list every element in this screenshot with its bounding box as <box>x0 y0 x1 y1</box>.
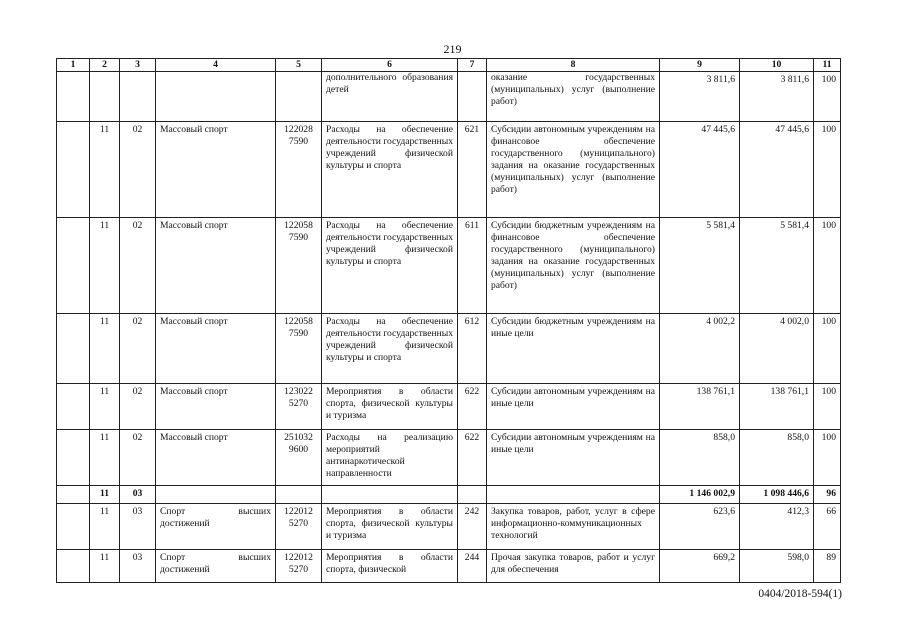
cell-purpose: дополнительного образования детей <box>322 72 458 122</box>
cell-percent: 100 <box>814 72 841 122</box>
cell-section: 11 <box>90 218 120 314</box>
cell-name: Спорт высших достижений <box>156 550 276 583</box>
cell-empty <box>57 314 90 384</box>
cell-empty <box>57 384 90 430</box>
cell-expense-type: 612 <box>458 314 487 384</box>
cell-purpose: Мероприятия в области спорта, физической культуры и туризма <box>322 504 458 550</box>
cell-expense-name: Субсидии автономным учреждениям на иные цели <box>487 384 660 430</box>
page-number: 219 <box>443 42 462 56</box>
col-header-1: 1 <box>57 59 90 72</box>
cell-target-code: 122012 5270 <box>276 550 322 583</box>
budget-table <box>56 58 841 583</box>
cell-section: 11 <box>90 486 120 504</box>
cell-target-code: 251032 9600 <box>276 430 322 486</box>
cell-section: 11 <box>90 314 120 384</box>
cell-planned: 3 811,6 <box>660 72 740 122</box>
cell-section: 11 <box>90 430 120 486</box>
cell-target-code: 122058 7590 <box>276 314 322 384</box>
cell-expense-type <box>458 72 487 122</box>
cell-expense-name: Закупка товаров, работ, услуг в сфере информационно-коммуникационных технологий <box>487 504 660 550</box>
cell-section <box>90 72 120 122</box>
cell-actual: 1 098 446,6 <box>740 486 814 504</box>
cell-purpose: Расходы на обеспечение деятельности государственных учреждений физической культуры и спорта <box>322 314 458 384</box>
cell-subsection <box>120 72 156 122</box>
cell-name: Спорт высших достижений <box>156 504 276 550</box>
cell-empty <box>57 430 90 486</box>
cell-purpose: Мероприятия в области спорта, физической культуры и туризма <box>322 384 458 430</box>
col-header-11: 11 <box>814 59 841 72</box>
table-row <box>57 550 841 583</box>
cell-subsection: 02 <box>120 430 156 486</box>
cell-expense-name <box>487 486 660 504</box>
cell-target-code <box>276 72 322 122</box>
cell-target-code: 123022 5270 <box>276 384 322 430</box>
cell-percent: 89 <box>814 550 841 583</box>
cell-expense-type: 242 <box>458 504 487 550</box>
cell-name: Массовый спорт <box>156 430 276 486</box>
cell-expense-type: 621 <box>458 122 487 218</box>
cell-percent: 100 <box>814 218 841 314</box>
col-header-8: 8 <box>487 59 660 72</box>
cell-subsection: 03 <box>120 504 156 550</box>
cell-expense-type: 611 <box>458 218 487 314</box>
cell-actual: 47 445,6 <box>740 122 814 218</box>
cell-subsection: 02 <box>120 122 156 218</box>
col-header-3: 3 <box>120 59 156 72</box>
cell-expense-name: оказание государственных (муниципальных) услуг (выполнение работ) <box>487 72 660 122</box>
cell-subsection: 02 <box>120 384 156 430</box>
cell-planned: 858,0 <box>660 430 740 486</box>
col-header-9: 9 <box>660 59 740 72</box>
cell-planned: 669,2 <box>660 550 740 583</box>
table-row <box>57 72 841 122</box>
cell-percent: 100 <box>814 384 841 430</box>
cell-subsection: 02 <box>120 218 156 314</box>
cell-planned: 138 761,1 <box>660 384 740 430</box>
table-row <box>57 122 841 218</box>
cell-subsection: 03 <box>120 486 156 504</box>
cell-section: 11 <box>90 384 120 430</box>
cell-empty <box>57 504 90 550</box>
cell-expense-type: 622 <box>458 384 487 430</box>
cell-percent: 100 <box>814 122 841 218</box>
cell-name <box>156 486 276 504</box>
header-row <box>57 59 841 72</box>
cell-percent: 100 <box>814 430 841 486</box>
cell-planned: 1 146 002,9 <box>660 486 740 504</box>
cell-expense-name: Прочая закупка товаров, работ и услуг для обеспечения <box>487 550 660 583</box>
cell-actual: 4 002,0 <box>740 314 814 384</box>
cell-section: 11 <box>90 504 120 550</box>
cell-name: Массовый спорт <box>156 314 276 384</box>
cell-target-code: 122058 7590 <box>276 218 322 314</box>
cell-planned: 47 445,6 <box>660 122 740 218</box>
cell-actual: 412,3 <box>740 504 814 550</box>
cell-purpose: Расходы на реализацию мероприятий антинаркотической направленности <box>322 430 458 486</box>
cell-actual: 3 811,6 <box>740 72 814 122</box>
col-header-6: 6 <box>322 59 458 72</box>
cell-expense-name: Субсидии автономным учреждениям на финансовое обеспечение государственного (муниципального) задания на оказание государственных (муниципальных) услуг (выполнение работ) <box>487 122 660 218</box>
cell-section: 11 <box>90 550 120 583</box>
cell-empty <box>57 486 90 504</box>
cell-planned: 623,6 <box>660 504 740 550</box>
cell-actual: 858,0 <box>740 430 814 486</box>
table-row <box>57 384 841 430</box>
document-code: 0404/2018-594(1) <box>758 588 842 600</box>
cell-subsection: 02 <box>120 314 156 384</box>
col-header-5: 5 <box>276 59 322 72</box>
cell-purpose: Расходы на обеспечение деятельности государственных учреждений физической культуры и спорта <box>322 218 458 314</box>
cell-expense-type: 244 <box>458 550 487 583</box>
table-row <box>57 314 841 384</box>
cell-percent: 100 <box>814 314 841 384</box>
cell-name: Массовый спорт <box>156 384 276 430</box>
cell-planned: 5 581,4 <box>660 218 740 314</box>
cell-name <box>156 72 276 122</box>
col-header-10: 10 <box>740 59 814 72</box>
cell-actual: 5 581,4 <box>740 218 814 314</box>
cell-purpose: Расходы на обеспечение деятельности государственных учреждений физической культуры и спорта <box>322 122 458 218</box>
cell-planned: 4 002,2 <box>660 314 740 384</box>
cell-name: Массовый спорт <box>156 218 276 314</box>
cell-expense-type: 622 <box>458 430 487 486</box>
col-header-2: 2 <box>90 59 120 72</box>
cell-expense-name: Субсидии автономным учреждениям на иные цели <box>487 430 660 486</box>
col-header-7: 7 <box>458 59 487 72</box>
cell-expense-name: Субсидии бюджетным учреждениям на иные цели <box>487 314 660 384</box>
cell-empty <box>57 122 90 218</box>
cell-section: 11 <box>90 122 120 218</box>
cell-target-code: 122012 5270 <box>276 504 322 550</box>
table-row <box>57 430 841 486</box>
cell-expense-type <box>458 486 487 504</box>
cell-empty <box>57 218 90 314</box>
col-header-4: 4 <box>156 59 276 72</box>
cell-name: Массовый спорт <box>156 122 276 218</box>
cell-actual: 598,0 <box>740 550 814 583</box>
subtotal-row <box>57 486 841 504</box>
table-row <box>57 218 841 314</box>
cell-purpose: Мероприятия в области спорта, физической <box>322 550 458 583</box>
cell-expense-name: Субсидии бюджетным учреждениям на финансовое обеспечение государственного (муниципального) задания на оказание государственных (муниципальных) услуг (выполнение работ) <box>487 218 660 314</box>
cell-empty <box>57 72 90 122</box>
cell-percent: 66 <box>814 504 841 550</box>
cell-actual: 138 761,1 <box>740 384 814 430</box>
cell-purpose <box>322 486 458 504</box>
cell-target-code: 122028 7590 <box>276 122 322 218</box>
table-row <box>57 504 841 550</box>
cell-empty <box>57 550 90 583</box>
cell-subsection: 03 <box>120 550 156 583</box>
cell-target-code <box>276 486 322 504</box>
cell-percent: 96 <box>814 486 841 504</box>
